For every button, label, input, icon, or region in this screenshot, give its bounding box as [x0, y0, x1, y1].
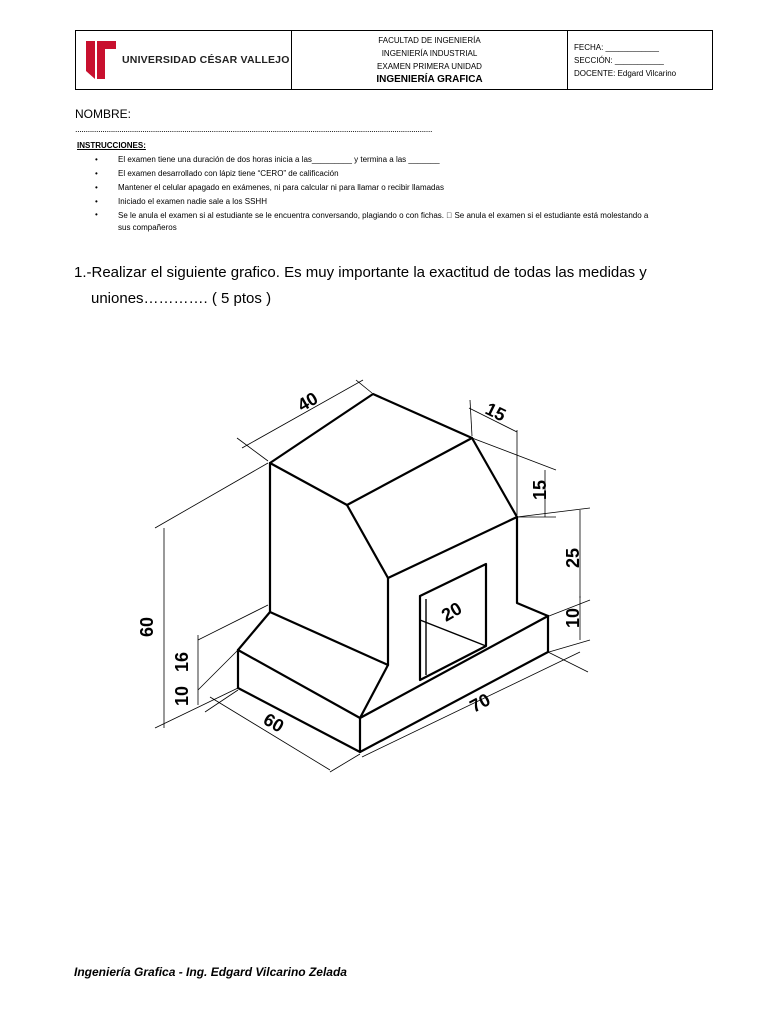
course-title: INGENIERÍA GRAFICA [376, 73, 483, 85]
question-line-1: 1.-Realizar el siguiente grafico. Es muy importante la exactitud de todas las medidas y [74, 264, 647, 281]
instructions-title: INSTRUCCIONES: [77, 141, 146, 150]
program-label: INGENIERÍA INDUSTRIAL [381, 48, 478, 58]
dim-25: 25 [563, 547, 583, 568]
logo-cell [76, 31, 292, 89]
dim-10-left: 10 [172, 685, 192, 706]
list-item: • Iniciado el examen nadie sale a los SSHH [95, 195, 655, 209]
list-item: • Mantener el celular apagado en exámenes, ni para calcular ni para llamar o recibir llamadas [95, 181, 655, 195]
bullet: • [95, 197, 98, 206]
dim-60-depth: 60 [260, 709, 288, 737]
docente-field: DOCENTE: Edgard Vilcarino [574, 68, 677, 78]
nombre-label: NOMBRE: [75, 107, 132, 121]
nombre-dotted-line: .......................................................................................................................................................................... [75, 124, 433, 134]
footer-text: Ingeniería Grafica - Ing. Edgard Vilcarino Zelada [74, 965, 347, 979]
question-1 [74, 260, 714, 312]
bullet: • [95, 155, 98, 164]
university-logo-icon [86, 41, 116, 79]
dim-16: 16 [172, 651, 192, 672]
faculty-label: FACULTAD DE INGENIERÍA [378, 35, 481, 45]
bullet: • [95, 183, 98, 192]
list-item: • El examen desarrollado con lápiz tiene “CERO” de calificación [95, 167, 655, 181]
list-item: • El examen tiene una duración de dos horas inicia a las_________ y termina a las _______ [95, 153, 655, 167]
dim-15-top: 15 [482, 398, 510, 426]
seccion-field: SECCIÓN: ___________ [574, 55, 664, 65]
dim-40: 40 [294, 388, 322, 416]
dim-20: 20 [438, 598, 466, 626]
isometric-drawing [130, 370, 600, 780]
exam-meta-cell [568, 31, 712, 89]
instructions-list [95, 153, 655, 234]
exam-label: EXAMEN PRIMERA UNIDAD [377, 61, 482, 71]
dim-10-right: 10 [563, 607, 583, 628]
question-line-2: uniones…………. ( 5 ptos ) [91, 290, 272, 307]
dim-70: 70 [466, 689, 494, 717]
header-table [75, 30, 713, 90]
dim-60-height: 60 [137, 616, 157, 637]
bullet: • [95, 210, 98, 219]
list-item: • Se le anula el examen si al estudiante se le encuentra conversando, plagiando o con fichas.   Se anula el examen si el estudiante está molestando a sus compañeros [95, 210, 649, 232]
dim-15-side: 15 [530, 479, 550, 500]
exam-info-cell [292, 31, 568, 89]
university-name: UNIVERSIDAD CÉSAR VALLEJO [122, 54, 290, 66]
fecha-field: FECHA: ____________ [574, 42, 659, 52]
bullet: • [95, 169, 98, 178]
